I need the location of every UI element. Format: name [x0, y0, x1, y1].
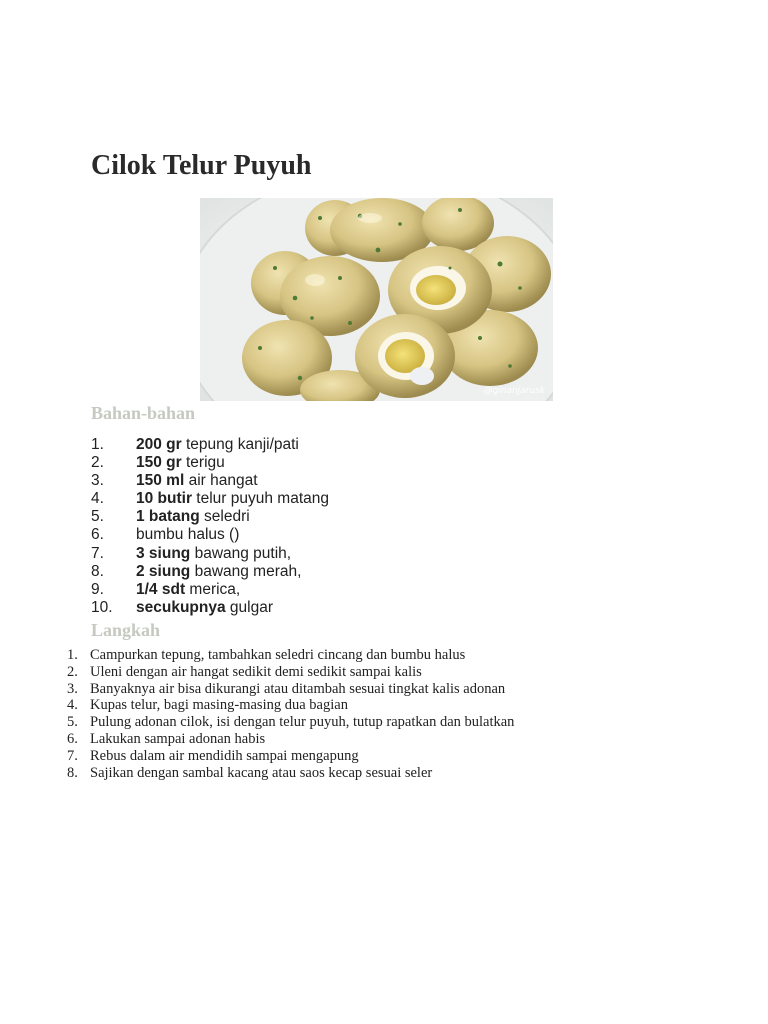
step-item: 1. Campurkan tepung, tambahkan seledri cincang dan bumbu halus: [67, 647, 466, 663]
steps-heading: Langkah: [91, 620, 161, 640]
ingredient-item: 7. 3 siung bawang putih,: [91, 544, 292, 562]
ingredient-item: 10. secukupnya gulgar: [91, 598, 274, 616]
ingredient-item: 3. 150 ml air hangat: [91, 472, 258, 490]
step-item: 8. Sajikan dengan sambal kacang atau saos kecap sesuai seler: [67, 764, 433, 781]
ingredient-item: 1. 200 gr tepung kanji/pati: [91, 436, 299, 453]
recipe-photo: [200, 198, 553, 401]
step-item: 2. Uleni dengan air hangat sedikit demi sedikit sampai kalis: [67, 663, 422, 680]
ingredient-item: 5. 1 batang seledri: [91, 508, 250, 526]
step-item: 3. Banyaknya air bisa dikurangi atau ditambah sesuai tingkat kalis adonan: [67, 680, 506, 697]
steps-list: [67, 647, 514, 781]
ingredient-item: 2. 150 gr terigu: [91, 454, 225, 472]
step-item: 6. Lakukan sampai adonan habis: [67, 730, 266, 747]
page-title: Cilok Telur Puyuh: [91, 150, 312, 181]
ingredient-item: 8. 2 siung bawang merah,: [91, 562, 302, 580]
photo-watermark: @ginanjarusk: [483, 386, 545, 396]
step-item: 7. Rebus dalam air mendidih sampai mengapung: [67, 747, 359, 764]
ingredients-list: [91, 436, 329, 617]
ingredient-item: 9. 1/4 sdt merica,: [91, 580, 241, 598]
ingredients-heading: Bahan-bahan: [91, 403, 196, 423]
step-item: 5. Pulung adonan cilok, isi dengan telur puyuh, tutup rapatkan dan bulatkan: [67, 714, 515, 731]
step-item: 4. Kupas telur, bagi masing-masing dua bagian: [67, 697, 348, 714]
cilok-illustration: [200, 198, 553, 401]
ingredient-item: 4. 10 butir telur puyuh matang: [91, 490, 329, 508]
ingredient-item: 6. bumbu halus (): [91, 526, 240, 544]
